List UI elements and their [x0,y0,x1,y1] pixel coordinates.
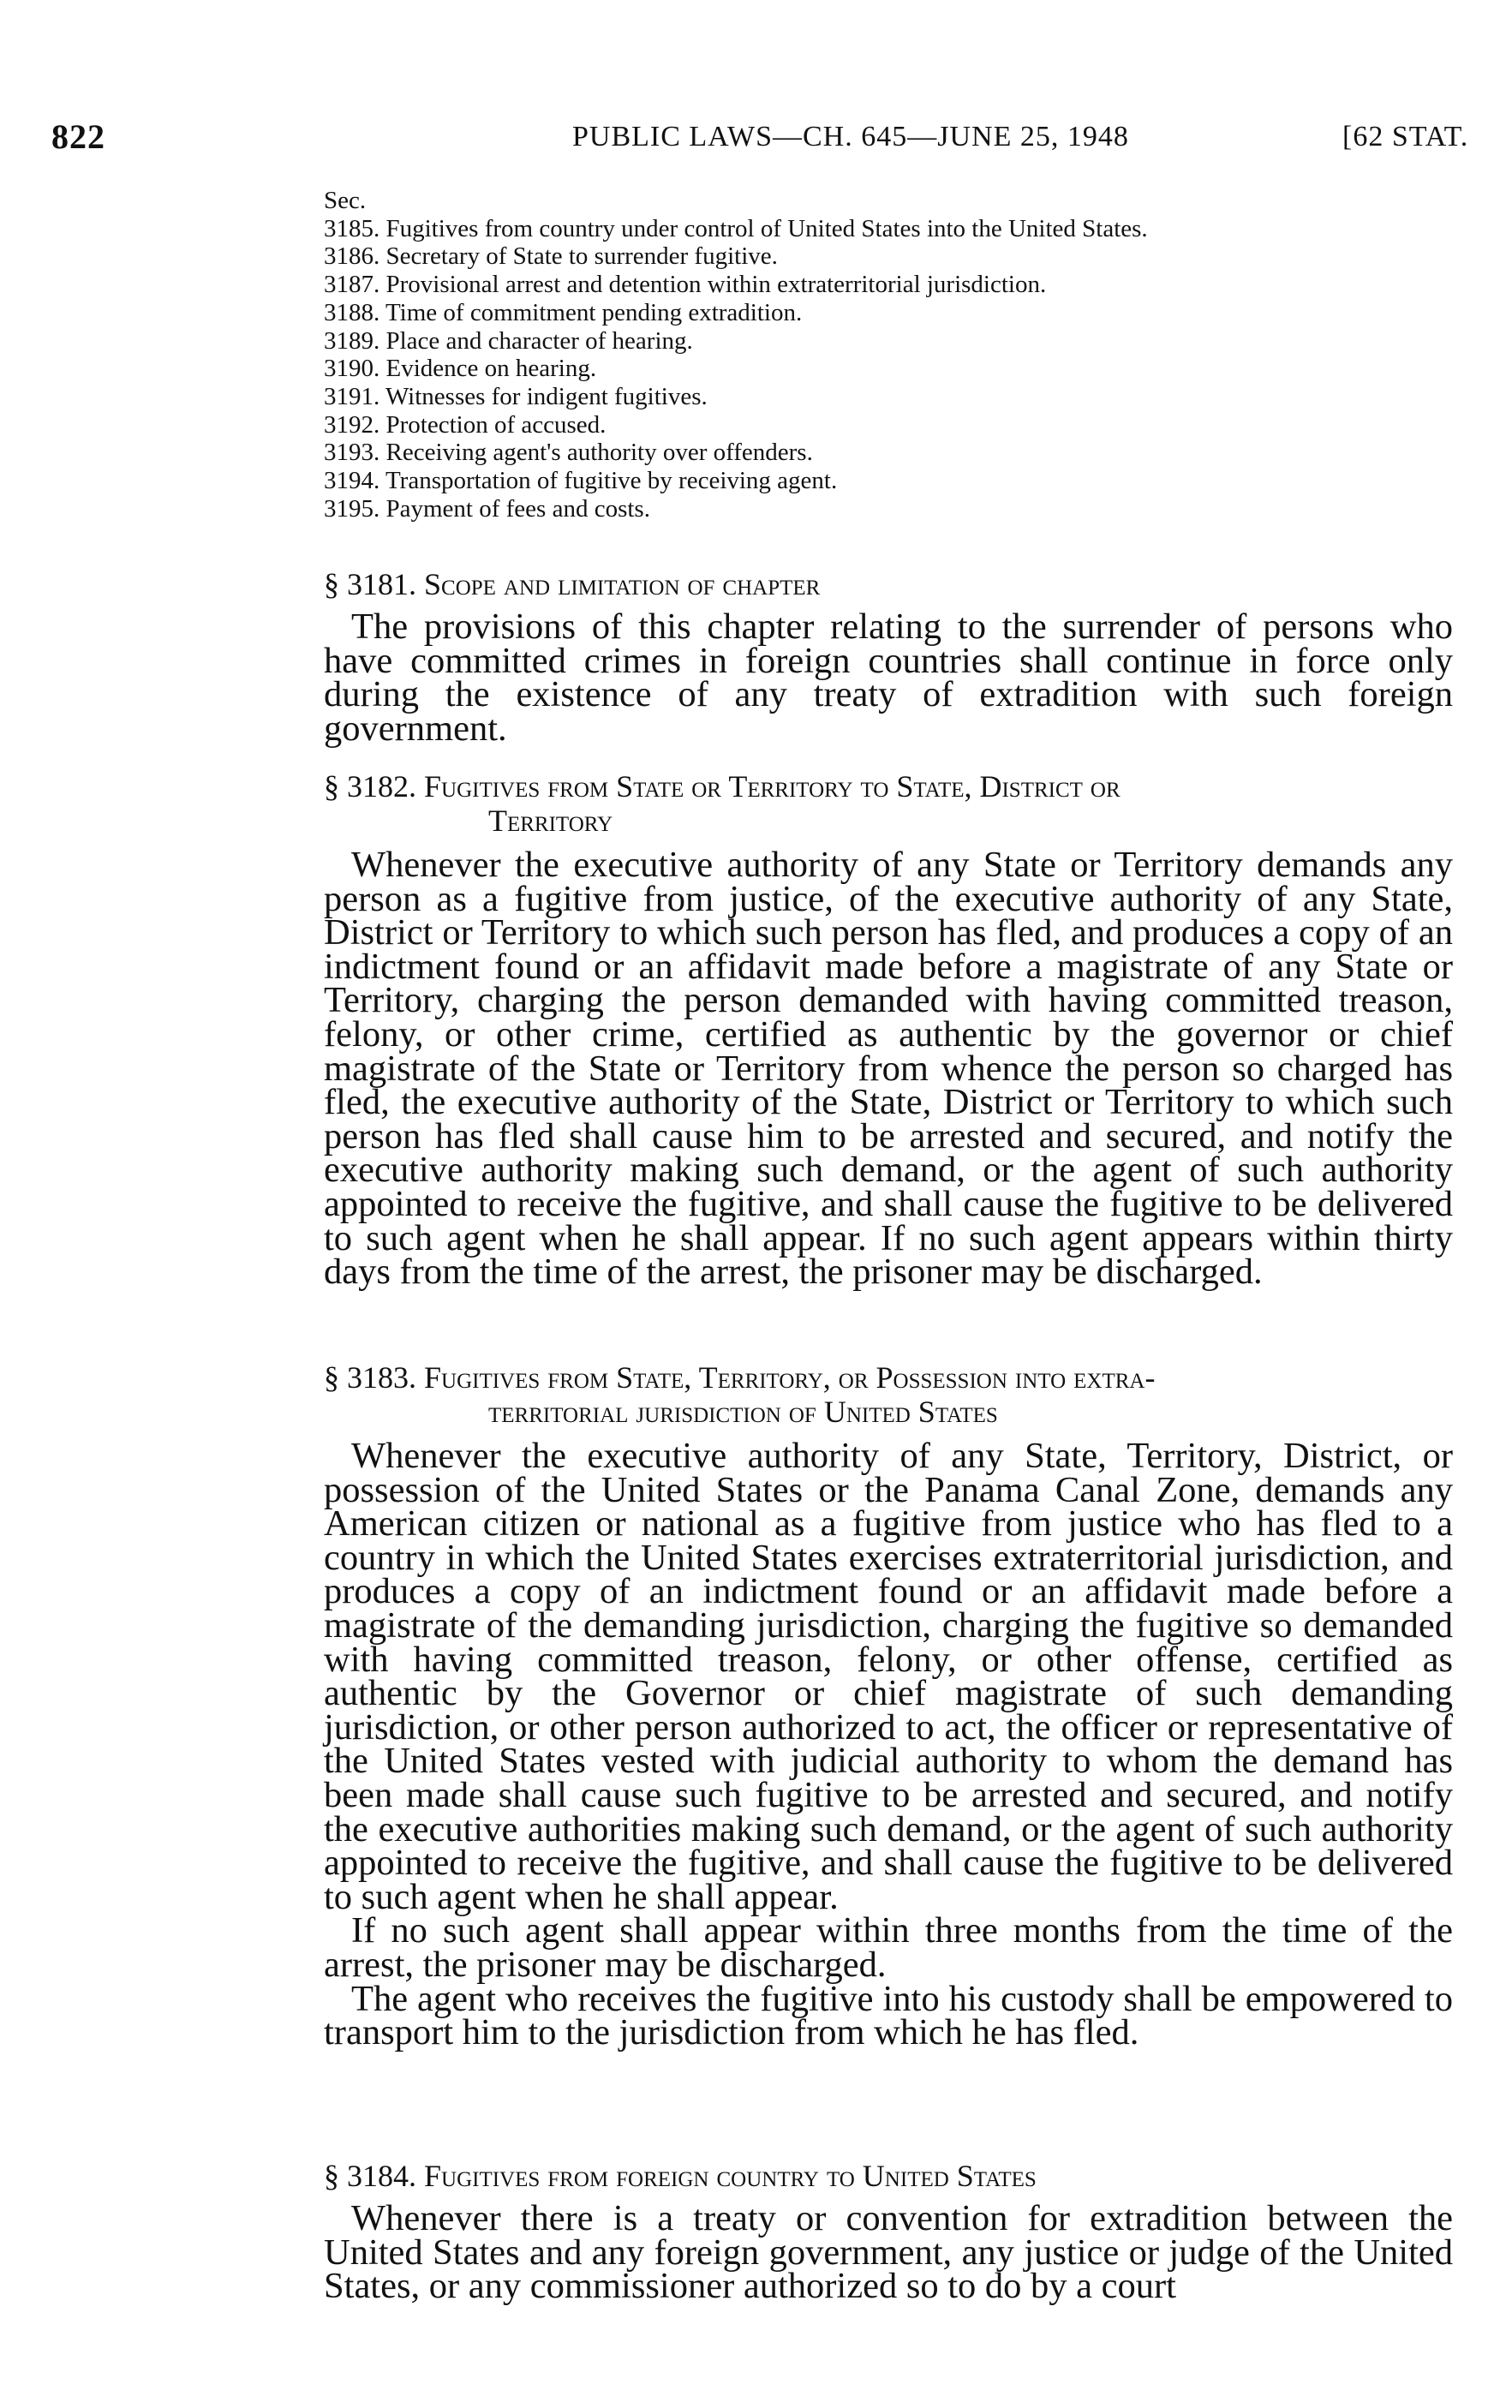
toc-label: Sec. [324,187,367,214]
toc-item: 3189. Place and character of hearing. [324,326,693,355]
section-body [324,845,1453,1293]
section-table-of-contents [324,187,1455,523]
toc-item: 3193. Receiving agent's authority over offenders. [324,439,813,467]
section-title: Fugitives from State or Territory to State, District or [424,769,1121,804]
section-number: § 3181. [324,567,416,601]
section-heading [324,769,1453,838]
section-body [324,1436,1453,2053]
toc-item: 3191. Witnesses for indigent fugitives. [324,382,708,410]
section-title: Fugitives from State, Territory, or Possession into extra- [424,1360,1156,1395]
section-heading [324,567,1453,601]
page-number: 822 [51,117,105,156]
toc-item: 3195. Payment of fees and costs. [324,494,650,523]
section-3181 [324,567,1453,749]
running-header-statute: [62 STAT. [1342,121,1469,152]
section-title-continued: Territory [488,804,613,838]
paragraph: Whenever the executive authority of any State, Territory, District, or possession of the United States or the Panama Canal Zone, demands any American citizen or national as a fugitive from justice who has fled to a country in which the United States exercises extraterritorial jurisdiction, and produces a copy of an indictment found or an affidavit made before a magistrate of the demanding jurisdiction, charging the fugitive so demanded with having committed treason, felony, or other offense, certified as authentic by the Governor or chief magistrate of such demanding jurisdiction, or other person authorized to act, the officer or representative of the United States vested with judicial authority to whom the demand has been made shall cause such fugitive to be arrested and secured, and notify the executive authorities making such demand, or the agent of such authority appointed to receive the fugitive, and shall cause the fugitive to be delivered to such agent when he shall appear. [324,1436,1453,1917]
section-3184 [324,2159,1453,2307]
section-title: Scope and limitation of chapter [424,567,821,601]
toc-item: 3186. Secretary of State to surrender fugitive. [324,242,778,271]
section-3183 [324,1360,1453,2053]
section-number: § 3183. [324,1360,416,1395]
paragraph: The agent who receives the fugitive into his custody shall be empowered to transport him to the jurisdiction from which he has fled. [324,1978,1453,2053]
section-title-continued: territorial jurisdiction of United States [488,1395,998,1429]
toc-item: 3190. Evidence on hearing. [324,355,597,383]
paragraph: Whenever there is a treaty or convention for extradition between the United States and any foreign government, any justice or judge of the United States, or any commissioner authorized so to do by a court [324,2198,1453,2307]
section-heading [324,2159,1453,2193]
section-number: § 3182. [324,769,416,804]
paragraph: If no such agent shall appear within three months from the time of the arrest, the prisoner may be discharged. [324,1910,1453,1985]
paragraph: Whenever the executive authority of any State or Territory demands any person as a fugitive from justice, of the executive authority of any State, District or Territory to which such person has fled, and produces a copy of an indictment found or an affidavit made before a magistrate of any State or Territory, charging the person demanded with having committed treason, felony, or other crime, certified as authentic by the governor or chief magistrate of the State or Territory from whence the person so charged has fled, the executive authority of the State, District or Territory to which such person has fled shall cause him to be arrested and secured, and notify the executive authority making such demand, or the agent of such authority appointed to receive the fugitive, and shall cause the fugitive to be delivered to such agent when he shall appear. If no such agent appears within thirty days from the time of the arrest, the prisoner may be discharged. [324,845,1453,1293]
toc-item: 3187. Provisional arrest and detention within extraterritorial jurisdiction. [324,271,1047,299]
running-header-title: PUBLIC LAWS—CH. 645—JUNE 25, 1948 [572,121,1129,152]
section-body [324,2198,1453,2307]
paragraph: The provisions of this chapter relating to the surrender of persons who have committed crimes in foreign countries shall continue in force only during the existence of any treaty of extradition with such foreign government. [324,606,1453,749]
section-number: § 3184. [324,2159,416,2193]
section-title: Fugitives from foreign country to United States [424,2159,1037,2193]
section-body [324,606,1453,749]
section-heading [324,1360,1453,1429]
toc-item: 3194. Transportation of fugitive by receiving agent. [324,467,838,495]
toc-item: 3185. Fugitives from country under control of United States into the United States. [324,214,1148,242]
toc-item: 3188. Time of commitment pending extradition. [324,298,803,326]
section-3182 [324,769,1453,1293]
toc-item: 3192. Protection of accused. [324,410,607,439]
